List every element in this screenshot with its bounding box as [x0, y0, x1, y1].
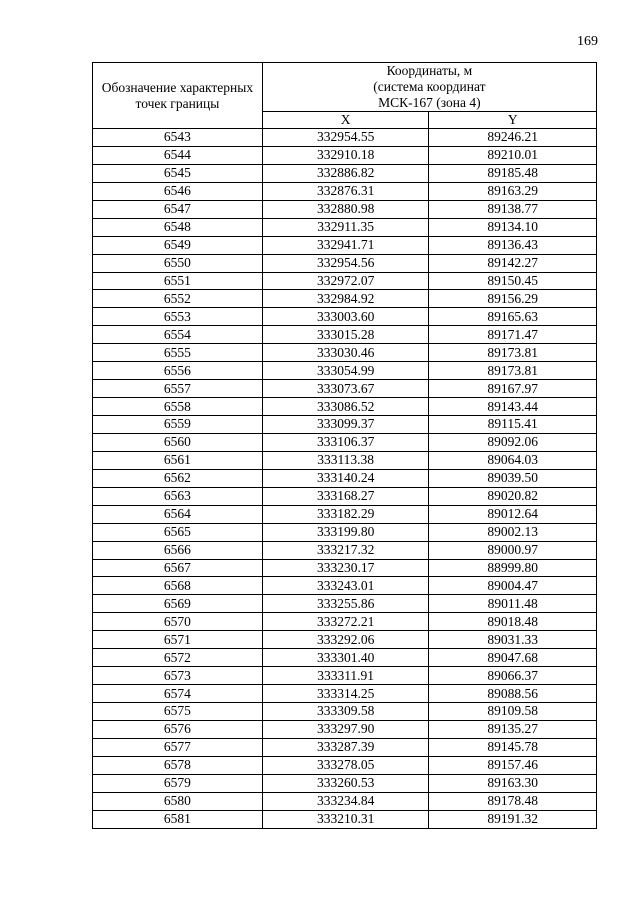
point-id-cell: 6560	[93, 433, 263, 451]
x-coordinate-cell: 332910.18	[262, 146, 429, 164]
x-coordinate-cell: 333314.25	[262, 685, 429, 703]
y-coordinate-cell: 89020.82	[429, 487, 597, 505]
point-id-cell: 6581	[93, 810, 263, 828]
y-coordinate-cell: 89047.68	[429, 649, 597, 667]
table-row	[93, 433, 597, 451]
table-row	[93, 541, 597, 559]
table-row	[93, 129, 597, 147]
x-coordinate-cell: 332886.82	[262, 164, 429, 182]
point-id-cell: 6570	[93, 613, 263, 631]
y-coordinate-cell: 89092.06	[429, 433, 597, 451]
point-id-cell: 6557	[93, 380, 263, 398]
y-coordinate-cell: 89173.81	[429, 362, 597, 380]
y-coordinate-cell: 89165.63	[429, 308, 597, 326]
x-coordinate-cell: 333099.37	[262, 416, 429, 434]
x-coordinate-cell: 332941.71	[262, 236, 429, 254]
point-id-cell: 6547	[93, 200, 263, 218]
table-row	[93, 326, 597, 344]
y-coordinate-cell: 89167.97	[429, 380, 597, 398]
point-id-cell: 6558	[93, 398, 263, 416]
table-row	[93, 649, 597, 667]
point-id-cell: 6566	[93, 541, 263, 559]
y-coordinate-cell: 89246.21	[429, 129, 597, 147]
y-coordinate-cell: 89018.48	[429, 613, 597, 631]
y-coordinate-cell: 89064.03	[429, 451, 597, 469]
x-coordinate-cell: 332954.56	[262, 254, 429, 272]
table-row	[93, 272, 597, 290]
y-coordinate-cell: 89088.56	[429, 685, 597, 703]
point-id-cell: 6576	[93, 720, 263, 738]
point-id-cell: 6549	[93, 236, 263, 254]
y-coordinate-cell: 89156.29	[429, 290, 597, 308]
x-coordinate-cell: 332972.07	[262, 272, 429, 290]
x-column-header: X	[262, 112, 429, 129]
point-column-header	[93, 63, 263, 129]
table-row	[93, 559, 597, 577]
header-row	[93, 63, 597, 112]
y-coordinate-cell: 89150.45	[429, 272, 597, 290]
x-coordinate-cell: 333030.46	[262, 344, 429, 362]
point-id-cell: 6555	[93, 344, 263, 362]
coordinates-column-header	[262, 63, 596, 112]
table-row	[93, 774, 597, 792]
table-row	[93, 720, 597, 738]
x-coordinate-cell: 333287.39	[262, 738, 429, 756]
x-coordinate-cell: 333311.91	[262, 667, 429, 685]
x-coordinate-cell: 333243.01	[262, 577, 429, 595]
table-row	[93, 362, 597, 380]
coordinates-header-line-3: МСК-167 (зона 4)	[378, 95, 481, 110]
y-coordinate-cell: 89163.29	[429, 182, 597, 200]
y-coordinate-cell: 89136.43	[429, 236, 597, 254]
point-id-cell: 6561	[93, 451, 263, 469]
table-row	[93, 487, 597, 505]
x-coordinate-cell: 333073.67	[262, 380, 429, 398]
point-id-cell: 6545	[93, 164, 263, 182]
x-coordinate-cell: 333255.86	[262, 595, 429, 613]
y-coordinate-cell: 89002.13	[429, 523, 597, 541]
y-coordinate-cell: 89109.58	[429, 703, 597, 721]
table-row	[93, 667, 597, 685]
table-row	[93, 595, 597, 613]
table-row	[93, 164, 597, 182]
table-row	[93, 613, 597, 631]
y-coordinate-cell: 89145.78	[429, 738, 597, 756]
point-id-cell: 6550	[93, 254, 263, 272]
x-coordinate-cell: 333278.05	[262, 756, 429, 774]
table-row	[93, 792, 597, 810]
table-row	[93, 146, 597, 164]
x-coordinate-cell: 332954.55	[262, 129, 429, 147]
y-coordinate-cell: 88999.80	[429, 559, 597, 577]
y-coordinate-cell: 89191.32	[429, 810, 597, 828]
y-coordinate-cell: 89004.47	[429, 577, 597, 595]
table-row	[93, 416, 597, 434]
x-coordinate-cell: 333199.80	[262, 523, 429, 541]
table-row	[93, 236, 597, 254]
x-coordinate-cell: 333054.99	[262, 362, 429, 380]
point-id-cell: 6580	[93, 792, 263, 810]
point-id-cell: 6567	[93, 559, 263, 577]
point-id-cell: 6544	[93, 146, 263, 164]
table-row	[93, 738, 597, 756]
y-coordinate-cell: 89171.47	[429, 326, 597, 344]
y-coordinate-cell: 89039.50	[429, 469, 597, 487]
x-coordinate-cell: 332911.35	[262, 218, 429, 236]
table-row	[93, 631, 597, 649]
point-id-cell: 6552	[93, 290, 263, 308]
table-row	[93, 380, 597, 398]
x-coordinate-cell: 332880.98	[262, 200, 429, 218]
y-coordinate-cell: 89115.41	[429, 416, 597, 434]
table-row	[93, 523, 597, 541]
x-coordinate-cell: 333140.24	[262, 469, 429, 487]
y-coordinate-cell: 89143.44	[429, 398, 597, 416]
x-coordinate-cell: 333182.29	[262, 505, 429, 523]
point-id-cell: 6578	[93, 756, 263, 774]
y-coordinate-cell: 89066.37	[429, 667, 597, 685]
point-id-cell: 6577	[93, 738, 263, 756]
y-coordinate-cell: 89012.64	[429, 505, 597, 523]
x-coordinate-cell: 333113.38	[262, 451, 429, 469]
x-coordinate-cell: 333260.53	[262, 774, 429, 792]
x-coordinate-cell: 332876.31	[262, 182, 429, 200]
y-column-header: Y	[429, 112, 597, 129]
y-coordinate-cell: 89011.48	[429, 595, 597, 613]
point-id-cell: 6575	[93, 703, 263, 721]
table-row	[93, 756, 597, 774]
point-id-cell: 6564	[93, 505, 263, 523]
x-coordinate-cell: 333234.84	[262, 792, 429, 810]
x-coordinate-cell: 333086.52	[262, 398, 429, 416]
x-coordinate-cell: 333230.17	[262, 559, 429, 577]
x-coordinate-cell: 333309.58	[262, 703, 429, 721]
table-row	[93, 577, 597, 595]
y-coordinate-cell: 89142.27	[429, 254, 597, 272]
point-id-cell: 6565	[93, 523, 263, 541]
x-coordinate-cell: 332984.92	[262, 290, 429, 308]
x-coordinate-cell: 333210.31	[262, 810, 429, 828]
table-header	[93, 63, 597, 129]
y-coordinate-cell: 89185.48	[429, 164, 597, 182]
x-coordinate-cell: 333217.32	[262, 541, 429, 559]
point-id-cell: 6574	[93, 685, 263, 703]
y-coordinate-cell: 89134.10	[429, 218, 597, 236]
y-coordinate-cell: 89135.27	[429, 720, 597, 738]
point-id-cell: 6548	[93, 218, 263, 236]
y-coordinate-cell: 89210.01	[429, 146, 597, 164]
x-coordinate-cell: 333272.21	[262, 613, 429, 631]
point-id-cell: 6569	[93, 595, 263, 613]
point-id-cell: 6551	[93, 272, 263, 290]
coordinates-header-line-2: (система координат	[373, 79, 486, 94]
x-coordinate-cell: 333003.60	[262, 308, 429, 326]
y-coordinate-cell: 89163.30	[429, 774, 597, 792]
point-id-cell: 6563	[93, 487, 263, 505]
coordinates-table	[92, 62, 597, 829]
x-coordinate-cell: 333301.40	[262, 649, 429, 667]
y-coordinate-cell: 89178.48	[429, 792, 597, 810]
point-id-cell: 6571	[93, 631, 263, 649]
table-row	[93, 685, 597, 703]
point-id-cell: 6546	[93, 182, 263, 200]
table-row	[93, 469, 597, 487]
point-id-cell: 6568	[93, 577, 263, 595]
coordinates-header-line-1: Координаты, м	[386, 63, 473, 78]
point-id-cell: 6573	[93, 667, 263, 685]
x-coordinate-cell: 333297.90	[262, 720, 429, 738]
table-row	[93, 398, 597, 416]
table-row	[93, 218, 597, 236]
point-id-cell: 6559	[93, 416, 263, 434]
y-coordinate-cell: 89173.81	[429, 344, 597, 362]
point-id-cell: 6554	[93, 326, 263, 344]
table-row	[93, 451, 597, 469]
x-coordinate-cell: 333168.27	[262, 487, 429, 505]
table-row	[93, 810, 597, 828]
y-coordinate-cell: 89157.46	[429, 756, 597, 774]
table-row	[93, 200, 597, 218]
x-coordinate-cell: 333015.28	[262, 326, 429, 344]
table-row	[93, 344, 597, 362]
table-row	[93, 505, 597, 523]
y-coordinate-cell: 89138.77	[429, 200, 597, 218]
table-row	[93, 308, 597, 326]
table-row	[93, 703, 597, 721]
y-coordinate-cell: 89031.33	[429, 631, 597, 649]
y-coordinate-cell: 89000.97	[429, 541, 597, 559]
page-number: 169	[577, 34, 598, 49]
point-id-cell: 6553	[93, 308, 263, 326]
table-row	[93, 182, 597, 200]
x-coordinate-cell: 333292.06	[262, 631, 429, 649]
point-id-cell: 6579	[93, 774, 263, 792]
point-id-cell: 6543	[93, 129, 263, 147]
table-body	[93, 129, 597, 829]
table-row	[93, 290, 597, 308]
point-id-cell: 6556	[93, 362, 263, 380]
point-id-cell: 6562	[93, 469, 263, 487]
table-row	[93, 254, 597, 272]
point-id-cell: 6572	[93, 649, 263, 667]
x-coordinate-cell: 333106.37	[262, 433, 429, 451]
point-column-header-label: Обозначение характерных точек границы	[101, 79, 254, 111]
